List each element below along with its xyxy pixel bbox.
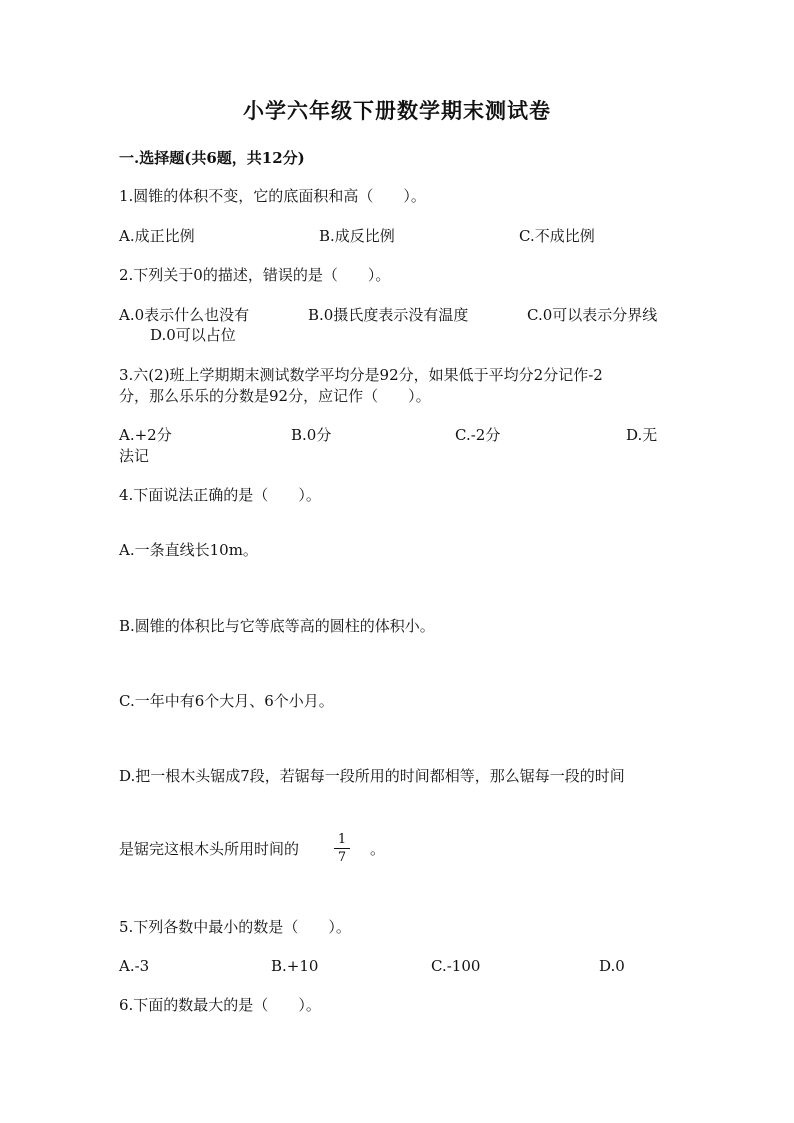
question-1-option-c: C.不成比例 [519,227,595,245]
fraction-one-seventh [334,832,350,865]
question-4-option-b: B.圆锥的体积比与它等底等高的圆柱的体积小。 [119,617,435,635]
question-4-stem: 4.下面说法正确的是（ ）。 [119,486,321,504]
question-5-stem: 5.下列各数中最小的数是（ ）。 [119,918,351,936]
question-4-option-d-cont: 是锯完这根木头所用时间的 [119,840,300,858]
question-2-option-c: C.0可以表示分界线 [527,306,658,324]
question-1-option-a: A.成正比例 [119,227,195,245]
question-5-option-c: C.-100 [431,957,481,975]
question-3-stem-line2: 分，那么乐乐的分数是92分，应记作（ ）。 [119,387,431,405]
question-2-stem: 2.下列关于0的描述，错误的是（ ）。 [119,266,391,284]
question-3-option-c: C.-2分 [455,426,501,444]
question-4-option-d: D.把一根木头锯成7段，若锯每一段所用的时间都相等，那么锯每一段的时间 [119,767,625,785]
question-4-option-d-end: 。 [370,840,386,858]
fraction-denominator: 7 [337,850,347,865]
question-2-option-d: D.0可以占位 [150,326,236,344]
question-5-option-a: A.-3 [119,957,150,975]
question-1-option-b: B.成反比例 [319,227,395,245]
question-6-stem: 6.下面的数最大的是（ ）。 [119,996,321,1014]
fraction-numerator: 1 [334,832,350,849]
question-3-option-d: D.无 [626,426,658,444]
page-title: 小学六年级下册数学期末测试卷 [243,98,551,123]
question-4-option-a: A.一条直线长10m。 [119,541,258,559]
question-4-option-c: C.一年中有6个大月、6个小月。 [119,692,334,710]
question-3-option-a: A.+2分 [119,426,172,444]
question-3-option-d-wrap: 法记 [119,447,150,465]
question-5-option-b: B.+10 [271,957,319,975]
question-2-option-b: B.0摄氏度表示没有温度 [308,306,469,324]
section-heading: 一.选择题(共6题，共12分) [119,149,305,167]
question-3-stem-line1: 3.六(2)班上学期期末测试数学平均分是92分，如果低于平均分2分记作-2 [119,366,603,384]
question-3-option-b: B.0分 [291,426,332,444]
question-5-option-d: D.0 [599,957,625,975]
question-1-stem: 1.圆锥的体积不变，它的底面积和高（ ）。 [119,187,426,205]
question-2-option-a: A.0表示什么也没有 [119,306,250,324]
